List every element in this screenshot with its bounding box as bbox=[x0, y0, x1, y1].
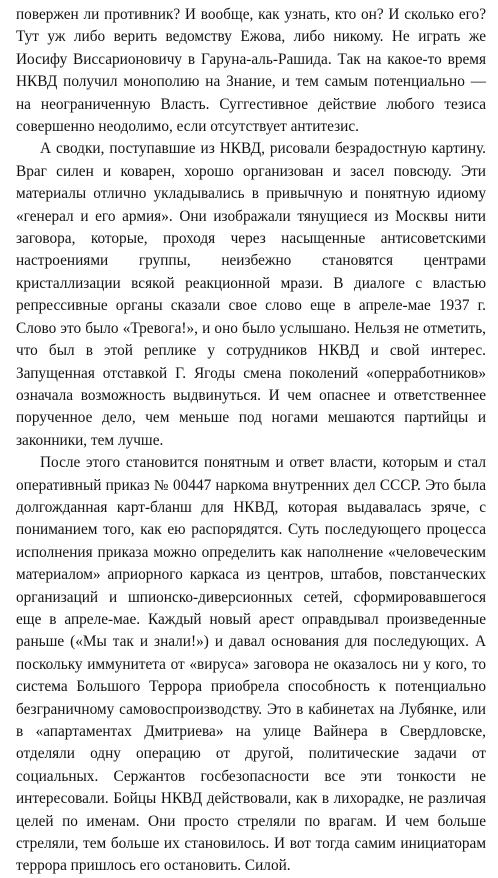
body-text bbox=[16, 4, 486, 878]
paragraph-order-00447: После этого становится понятным и ответ власти, которым и стал оперативный приказ № 00447 наркома внутренних дел СССР. Это была долгожданная карт-бланш для НКВД, которая выдавалась зряче, с пониманием того, как ею распорядятся. Суть последующего процесса исполнения приказа можно определить как наполнение «человеческим материалом» априорного каркаса из центров, штабов, повстанческих организаций и шпионско-диверсионных сетей, сформировавшегося еще в апреле-мае. Каждый новый арест оправдывал произведенные раньше («Мы так и знали!») и давал основания для последующих. А поскольку иммунитета от «вируса» заговора не оказалось ни у кого, то система Большого Террора приобрела способность к потенциально безграничному самовоспроизводству. Это в кабинетах на Лубянке, или в «апартаментах Дмитриева» на улице Вайнера в Свердловске, отделяли одну операцию от другой, политические задачи от социальных. Сержантов госбезопасности все эти тонкости не интересовали. Бойцы НКВД действовали, как в лихорадке, не различая целей по именам. Они просто стреляли по врагам. И чем больше стреляли, тем больше их становилось. И вот тогда самим инициаторам террора пришлось его остановить. Силой. bbox=[16, 454, 486, 875]
paragraph-nkvd-reports: А сводки, поступавшие из НКВД, рисовали безрадостную картину. Враг силен и коварен, хорошо организован и засел повсюду. Эти материалы отлично укладывались в привычную и понятную идиому «генерал и его армия». Они изображали тянущиеся из Москвы нити заговора, которые, проходя через насыщенные антисоветскими настроениями группы, неизбежно становятся центрами кристаллизации всякой реакционной мрази. В диалоге с властью репрессивные органы сказали свое слово еще в апреле-мае 1937 г. Слово это было «Тревога!», и оно было услышано. Нельзя не отметить, что был в этой реплике у сотрудников НКВД и свой интерес. Запущенная отставкой Г. Ягоды смена поколений «оперработников» означала возможность выдвинуться. И чем опаснее и ответственнее порученное дело, чем меньше под ногами мешаются партийцы и законники, тем лучше. bbox=[16, 140, 486, 449]
paragraph-continuation: повержен ли противник? И вообще, как узнать, кто он? И сколько его? Тут уж либо верить ведомству Ежова, либо никому. Не играть же Иосифу Виссарионовичу в Гаруна-аль-Рашида. Так на какое-то время НКВД получил монополию на Знание, и тем самым потенциально — на неограниченную Власть. Суггестивное действие любого тезиса совершенно неодолимо, если отсутствует антитезис. bbox=[16, 6, 486, 136]
